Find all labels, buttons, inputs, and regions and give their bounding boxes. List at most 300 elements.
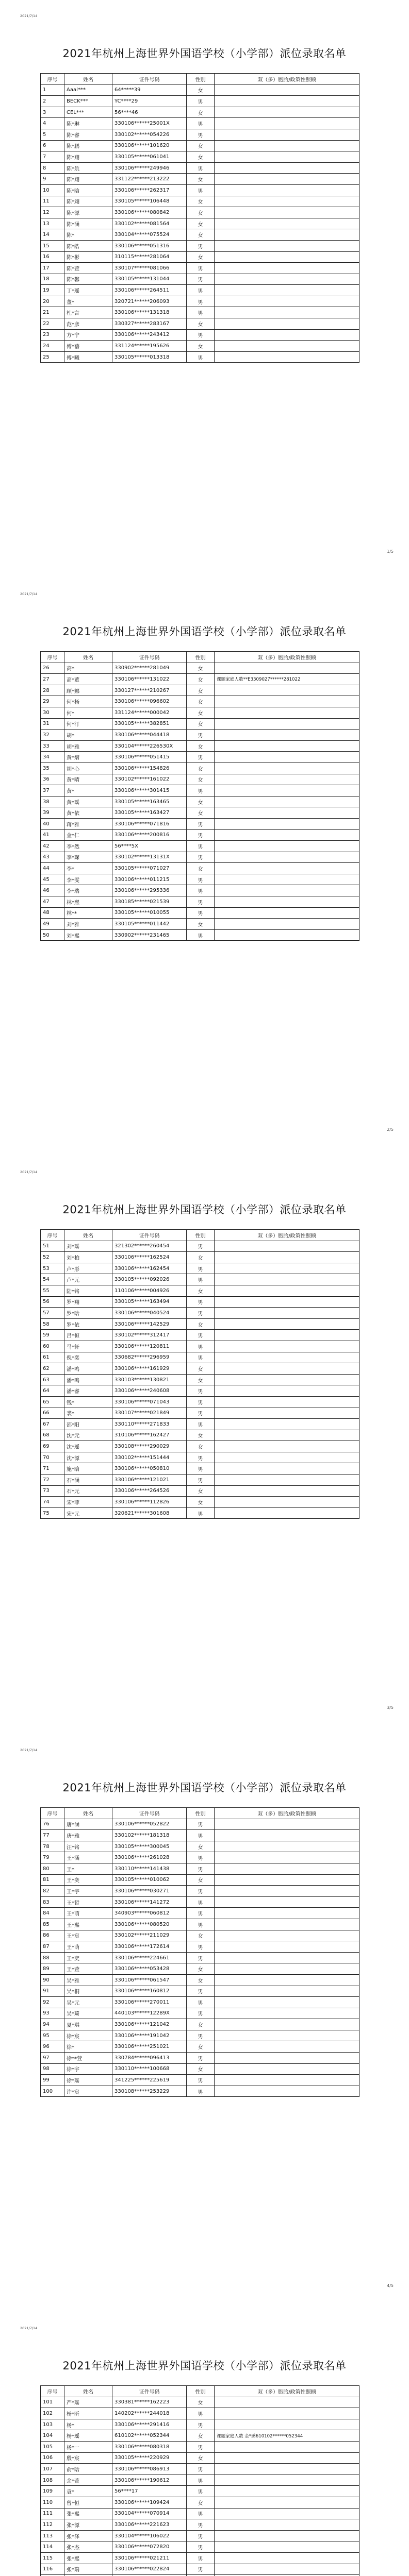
cell-sex: 女 xyxy=(187,1841,215,1852)
cell-seq: 77 xyxy=(41,1830,64,1841)
cell-note xyxy=(215,863,359,874)
table-row xyxy=(41,730,359,741)
cell-sex: 女 xyxy=(187,1963,215,1975)
cell-sex: 男 xyxy=(187,896,215,908)
table-row xyxy=(41,774,359,785)
cell-name: 王*萱 xyxy=(64,1963,112,1975)
cell-id: 330784******096413 xyxy=(112,2053,187,2064)
table-row xyxy=(41,818,359,829)
cell-id: 330106******021211 xyxy=(112,2552,187,2564)
cell-seq: 46 xyxy=(41,885,64,896)
cell-id: 330106******109424 xyxy=(112,2497,187,2508)
table-row xyxy=(41,2497,359,2508)
cell-seq: 76 xyxy=(41,1819,64,1830)
cell-seq: 32 xyxy=(41,730,64,741)
cell-note xyxy=(215,174,359,185)
table-row xyxy=(41,2019,359,2030)
cell-name: 张*源 xyxy=(64,2519,112,2531)
cell-id: 330106******154826 xyxy=(112,762,187,774)
page-number: 1/5 xyxy=(387,549,394,554)
cell-seq: 14 xyxy=(41,229,64,241)
cell-seq: 109 xyxy=(41,2486,64,2497)
cell-sex: 女 xyxy=(187,1497,215,1508)
cell-seq: 81 xyxy=(41,1874,64,1886)
cell-id: 330108******253229 xyxy=(112,2086,187,2097)
cell-sex: 男 xyxy=(187,2541,215,2553)
cell-seq: 48 xyxy=(41,907,64,919)
cell-id: 340903******060812 xyxy=(112,1908,187,1919)
cell-note xyxy=(215,1374,359,1385)
table-row xyxy=(41,2541,359,2553)
header-seq: 序号 xyxy=(41,74,64,85)
cell-id: 330106******162454 xyxy=(112,1263,187,1274)
cell-name: 黄* xyxy=(64,785,112,796)
header-name: 姓名 xyxy=(64,1230,112,1241)
cell-name: 顾*娜 xyxy=(64,685,112,696)
cell-seq: 102 xyxy=(41,2408,64,2419)
table-row xyxy=(41,740,359,752)
table-row xyxy=(41,2030,359,2041)
cell-name: 裘* xyxy=(64,1408,112,1419)
header-note: 双（多）胞胎/政策性照顾 xyxy=(215,1230,359,1241)
cell-note xyxy=(215,1396,359,1408)
cell-sex: 男 xyxy=(187,1308,215,1319)
cell-sex: 女 xyxy=(187,696,215,707)
cell-sex: 男 xyxy=(187,818,215,829)
document-page xyxy=(0,0,409,578)
header-name: 姓名 xyxy=(64,74,112,85)
cell-seq: 100 xyxy=(41,2086,64,2097)
cell-sex: 男 xyxy=(187,1419,215,1430)
cell-sex: 女 xyxy=(187,774,215,785)
cell-note xyxy=(215,2008,359,2019)
cell-sex: 男 xyxy=(187,1475,215,1486)
cell-name: 李*雯 xyxy=(64,874,112,885)
cell-name: 张*熙 xyxy=(64,2508,112,2519)
table-row xyxy=(41,1441,359,1452)
cell-seq: 79 xyxy=(41,1852,64,1863)
header-id: 证件号码 xyxy=(112,1808,187,1819)
cell-seq: 70 xyxy=(41,1452,64,1463)
cell-note xyxy=(215,285,359,296)
cell-name: 潘*鸣 xyxy=(64,1363,112,1375)
cell-note xyxy=(215,730,359,741)
cell-name: 张*瑞 xyxy=(64,2564,112,2575)
table-row xyxy=(41,752,359,763)
cell-sex: 男 xyxy=(187,2030,215,2041)
cell-name: 吴*桐 xyxy=(64,1986,112,1997)
page-title: 2021年杭州上海世界外国语学校（小学部）派位录取名单 xyxy=(62,2360,347,2372)
cell-id: 330327******283167 xyxy=(112,318,187,330)
table-row xyxy=(41,2519,359,2531)
cell-sex: 男 xyxy=(187,296,215,307)
cell-note xyxy=(215,240,359,251)
cell-sex: 男 xyxy=(187,1919,215,1930)
cell-id: 330106******221623 xyxy=(112,2519,187,2531)
cell-note xyxy=(215,1974,359,1986)
cell-id: 330106******190612 xyxy=(112,2475,187,2486)
cell-sex: 男 xyxy=(187,785,215,796)
cell-seq: 29 xyxy=(41,696,64,707)
cell-seq: 91 xyxy=(41,1986,64,1997)
header-note: 双（多）胞胎/政策性照顾 xyxy=(215,2386,359,2397)
cell-seq: 55 xyxy=(41,1285,64,1296)
cell-id: 330105******106448 xyxy=(112,196,187,207)
cell-name: 高*董 xyxy=(64,674,112,685)
cell-name: 陈*馨 xyxy=(64,274,112,285)
cell-name: 卢*元 xyxy=(64,1274,112,1285)
cell-sex: 女 xyxy=(187,1930,215,1941)
cell-sex: 女 xyxy=(187,140,215,151)
cell-name: 王*萌 xyxy=(64,1908,112,1919)
cell-id: 331124******195626 xyxy=(112,341,187,352)
cell-seq: 1 xyxy=(41,84,64,96)
cell-name: 唐*涵 xyxy=(64,1819,112,1830)
cell-sex: 男 xyxy=(187,1852,215,1863)
cell-id: 330102******054226 xyxy=(112,129,187,140)
table-row xyxy=(41,1318,359,1330)
cell-name: 胡* xyxy=(64,730,112,741)
header-sex: 性别 xyxy=(187,652,215,663)
table-row xyxy=(41,1374,359,1385)
cell-name: 倪*奕 xyxy=(64,1352,112,1363)
table-row xyxy=(41,1997,359,2008)
cell-sex: 女 xyxy=(187,1874,215,1886)
cell-id: 330105******131044 xyxy=(112,274,187,285)
cell-sex: 女 xyxy=(187,718,215,730)
cell-id: 330102******211029 xyxy=(112,1930,187,1941)
cell-sex: 女 xyxy=(187,151,215,163)
cell-id: 330106******011215 xyxy=(112,874,187,885)
cell-seq: 59 xyxy=(41,1330,64,1341)
cell-name: 徐**萱 xyxy=(64,2053,112,2064)
cell-seq: 97 xyxy=(41,2053,64,2064)
table-row xyxy=(41,929,359,941)
cell-note xyxy=(215,84,359,96)
cell-id: 330106******096602 xyxy=(112,696,187,707)
cell-note xyxy=(215,1819,359,1830)
cell-sex: 女 xyxy=(187,1252,215,1263)
cell-id: 330104******106022 xyxy=(112,2530,187,2541)
cell-seq: 67 xyxy=(41,1419,64,1430)
table-row xyxy=(41,1886,359,1897)
table-row xyxy=(41,341,359,352)
cell-note xyxy=(215,218,359,229)
header-seq: 序号 xyxy=(41,652,64,663)
cell-note xyxy=(215,329,359,341)
table-row xyxy=(41,2530,359,2541)
cell-note xyxy=(215,896,359,908)
cell-name: 林*熙 xyxy=(64,896,112,908)
cell-id: 330106******051415 xyxy=(112,752,187,763)
cell-seq: 24 xyxy=(41,341,64,352)
cell-note xyxy=(215,1874,359,1886)
cell-seq: 78 xyxy=(41,1841,64,1852)
cell-sex: 男 xyxy=(187,874,215,885)
cell-id: 330127******210267 xyxy=(112,685,187,696)
cell-sex: 男 xyxy=(187,1863,215,1874)
cell-seq: 41 xyxy=(41,829,64,841)
cell-id: 330106******270011 xyxy=(112,1997,187,2008)
table-row xyxy=(41,151,359,163)
cell-sex: 男 xyxy=(187,1507,215,1519)
cell-id: 330106******295336 xyxy=(112,885,187,896)
cell-id: 330185******021539 xyxy=(112,896,187,908)
cell-id: 330106******121042 xyxy=(112,2019,187,2030)
cell-name: 陈*鹏 xyxy=(64,140,112,151)
cell-name: 吴*雅 xyxy=(64,1974,112,1986)
table-row xyxy=(41,285,359,296)
cell-name: 金*仁 xyxy=(64,829,112,841)
cell-id: 330103******130821 xyxy=(112,1374,187,1385)
table-row xyxy=(41,1974,359,1986)
cell-name: 石*元 xyxy=(64,1485,112,1497)
cell-id: 330106******161929 xyxy=(112,1363,187,1375)
cell-sex: 男 xyxy=(187,1986,215,1997)
cell-name: 邵*阳 xyxy=(64,1419,112,1430)
cell-sex: 女 xyxy=(187,1318,215,1330)
cell-seq: 90 xyxy=(41,1974,64,1986)
cell-id: 330106******071816 xyxy=(112,818,187,829)
cell-note xyxy=(215,2419,359,2430)
cell-name: 宋*菲 xyxy=(64,1497,112,1508)
cell-seq: 107 xyxy=(41,2464,64,2475)
cell-id: 330106******061547 xyxy=(112,1974,187,1986)
cell-sex: 男 xyxy=(187,1886,215,1897)
cell-sex: 男 xyxy=(187,2486,215,2497)
cell-note xyxy=(215,2564,359,2575)
table-row xyxy=(41,240,359,251)
table-row xyxy=(41,919,359,930)
cell-id: 330110******141438 xyxy=(112,1863,187,1874)
cell-name: 李* xyxy=(64,863,112,874)
cell-seq: 8 xyxy=(41,162,64,174)
cell-sex: 男 xyxy=(187,2530,215,2541)
cell-note xyxy=(215,929,359,941)
cell-name: 吕*恒 xyxy=(64,1330,112,1341)
cell-sex: 男 xyxy=(187,1908,215,1919)
table-row xyxy=(41,852,359,863)
cell-id: 330106******080842 xyxy=(112,207,187,218)
cell-note xyxy=(215,2475,359,2486)
cell-seq: 116 xyxy=(41,2564,64,2575)
cell-note xyxy=(215,2530,359,2541)
cell-note xyxy=(215,207,359,218)
cell-sex: 男 xyxy=(187,2441,215,2452)
cell-name: 陈*翔 xyxy=(64,151,112,163)
cell-seq: 110 xyxy=(41,2497,64,2508)
cell-name: 陈*翔 xyxy=(64,174,112,185)
cell-seq: 85 xyxy=(41,1919,64,1930)
cell-name: 杨* xyxy=(64,2419,112,2430)
cell-seq: 89 xyxy=(41,1963,64,1975)
cell-seq: 75 xyxy=(41,1507,64,1519)
cell-name: 徐*宇 xyxy=(64,2063,112,2075)
cell-sex: 男 xyxy=(187,1352,215,1363)
cell-seq: 73 xyxy=(41,1485,64,1497)
cell-note xyxy=(215,1919,359,1930)
cell-id: 330106******120811 xyxy=(112,1341,187,1352)
cell-id: 330107******081066 xyxy=(112,263,187,274)
cell-sex: 女 xyxy=(187,84,215,96)
cell-note xyxy=(215,1419,359,1430)
cell-sex: 男 xyxy=(187,329,215,341)
cell-name: 何* xyxy=(64,707,112,718)
cell-note xyxy=(215,2041,359,2053)
cell-note xyxy=(215,752,359,763)
cell-note xyxy=(215,718,359,730)
table-row xyxy=(41,2063,359,2075)
cell-id: 330106******301415 xyxy=(112,785,187,796)
cell-seq: 3 xyxy=(41,107,64,118)
page-title: 2021年杭州上海世界外国语学校（小学部）派位录取名单 xyxy=(62,1782,347,1794)
cell-sex: 男 xyxy=(187,1941,215,1953)
cell-id: 330102******151444 xyxy=(112,1452,187,1463)
page-title: 2021年杭州上海世界外国语学校（小学部）派位录取名单 xyxy=(62,47,347,60)
cell-name: 李*瑞 xyxy=(64,885,112,896)
cell-name: 吴*琦 xyxy=(64,2008,112,2019)
cell-seq: 50 xyxy=(41,929,64,941)
cell-name: 沈*元 xyxy=(64,1430,112,1441)
cell-seq: 82 xyxy=(41,1886,64,1897)
cell-seq: 99 xyxy=(41,2075,64,2086)
header-id: 证件号码 xyxy=(112,652,187,663)
cell-sex: 男 xyxy=(187,118,215,129)
table-row xyxy=(41,1896,359,1908)
cell-name: 高* xyxy=(64,663,112,674)
table-row xyxy=(41,229,359,241)
cell-seq: 16 xyxy=(41,251,64,263)
cell-sex: 男 xyxy=(187,1296,215,1308)
cell-sex: 男 xyxy=(187,1830,215,1841)
cell-name: 胡*心 xyxy=(64,762,112,774)
cell-sex: 女 xyxy=(187,196,215,207)
cell-note xyxy=(215,2441,359,2452)
cell-note xyxy=(215,1852,359,1863)
cell-id: 56****5X xyxy=(112,841,187,852)
cell-sex: 女 xyxy=(187,1285,215,1296)
cell-note xyxy=(215,1941,359,1953)
cell-sex: 男 xyxy=(187,2519,215,2531)
cell-note xyxy=(215,251,359,263)
cell-id: 330104******070914 xyxy=(112,2508,187,2519)
table-row xyxy=(41,162,359,174)
cell-name: 傅*蓓 xyxy=(64,341,112,352)
cell-sex: 男 xyxy=(187,1330,215,1341)
cell-sex: 女 xyxy=(187,229,215,241)
cell-name: 潘*睿 xyxy=(64,1385,112,1397)
cell-id: 330105******013318 xyxy=(112,351,187,363)
cell-note xyxy=(215,740,359,752)
cell-id: 330106******200816 xyxy=(112,829,187,841)
cell-seq: 36 xyxy=(41,774,64,785)
cell-note xyxy=(215,1475,359,1486)
cell-name: 宋*元 xyxy=(64,1507,112,1519)
cell-sex: 男 xyxy=(187,2475,215,2486)
table-row xyxy=(41,1330,359,1341)
cell-seq: 9 xyxy=(41,174,64,185)
cell-seq: 30 xyxy=(41,707,64,718)
table-row xyxy=(41,251,359,263)
cell-id: 330106******053428 xyxy=(112,1963,187,1975)
cell-note xyxy=(215,907,359,919)
page-number: 4/5 xyxy=(387,2283,394,2288)
cell-note xyxy=(215,1263,359,1274)
cell-name: 陈*彬 xyxy=(64,251,112,263)
table-row xyxy=(41,1986,359,1997)
table-row xyxy=(41,2086,359,2097)
table-row xyxy=(41,885,359,896)
cell-sex: 女 xyxy=(187,740,215,752)
cell-name: 袁* xyxy=(64,2486,112,2497)
cell-name: 张*泽 xyxy=(64,2530,112,2541)
table-row xyxy=(41,1285,359,1296)
cell-id: 330106******080520 xyxy=(112,1919,187,1930)
cell-id: 330106******243412 xyxy=(112,329,187,341)
cell-id: 330106******249946 xyxy=(112,162,187,174)
cell-seq: 7 xyxy=(41,151,64,163)
cell-note xyxy=(215,829,359,841)
cell-note xyxy=(215,2486,359,2497)
table-row xyxy=(41,1241,359,1252)
cell-name: 何*汀 xyxy=(64,718,112,730)
cell-sex: 女 xyxy=(187,707,215,718)
page-number: 3/5 xyxy=(387,1705,394,1710)
cell-name: 陈*皓 xyxy=(64,240,112,251)
cell-id: 330105******011442 xyxy=(112,919,187,930)
cell-sex: 男 xyxy=(187,1997,215,2008)
cell-id: 330105******092026 xyxy=(112,1274,187,1285)
cell-seq: 68 xyxy=(41,1430,64,1441)
cell-sex: 女 xyxy=(187,1485,215,1497)
cell-seq: 56 xyxy=(41,1296,64,1308)
table-header-row xyxy=(41,2386,359,2397)
cell-seq: 43 xyxy=(41,852,64,863)
cell-seq: 37 xyxy=(41,785,64,796)
cell-note xyxy=(215,696,359,707)
cell-name: 沈*瑶 xyxy=(64,1441,112,1452)
cell-seq: 86 xyxy=(41,1930,64,1941)
header-name: 姓名 xyxy=(64,652,112,663)
table-row xyxy=(41,2008,359,2019)
cell-seq: 38 xyxy=(41,796,64,807)
cell-sex: 男 xyxy=(187,162,215,174)
table-row xyxy=(41,1941,359,1953)
admission-table xyxy=(40,1229,359,1519)
cell-seq: 5 xyxy=(41,129,64,140)
cell-seq: 54 xyxy=(41,1274,64,1285)
table-row xyxy=(41,2397,359,2408)
cell-name: 陆*铭 xyxy=(64,1285,112,1296)
table-row xyxy=(41,762,359,774)
cell-seq: 35 xyxy=(41,762,64,774)
table-row xyxy=(41,1830,359,1841)
table-row xyxy=(41,1919,359,1930)
cell-seq: 103 xyxy=(41,2419,64,2430)
cell-note xyxy=(215,196,359,207)
table-row xyxy=(41,685,359,696)
cell-seq: 23 xyxy=(41,329,64,341)
cell-note xyxy=(215,1830,359,1841)
table-row xyxy=(41,1475,359,1486)
cell-sex: 男 xyxy=(187,307,215,318)
cell-note xyxy=(215,263,359,274)
table-row xyxy=(41,1363,359,1375)
cell-name: 钱* xyxy=(64,1396,112,1408)
cell-name: 王*哲 xyxy=(64,1896,112,1908)
cell-name: 陈*睿 xyxy=(64,129,112,140)
table-row xyxy=(41,829,359,841)
